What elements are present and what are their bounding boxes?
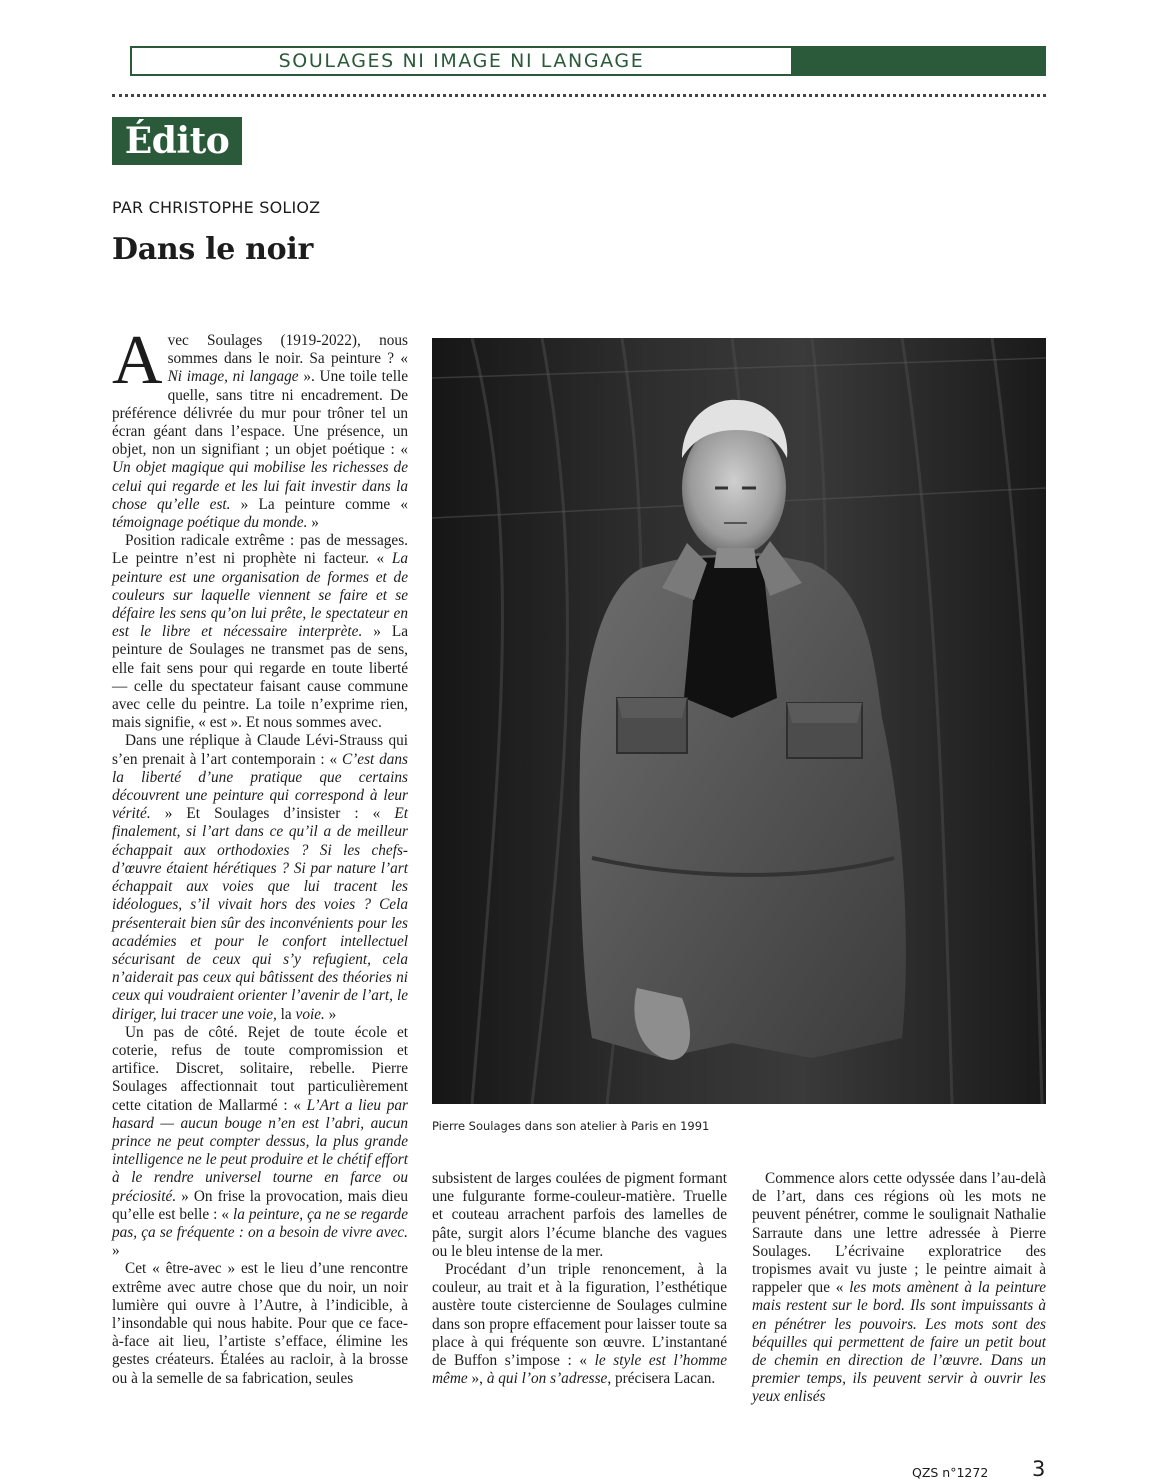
quote-text: voie. xyxy=(295,1005,325,1023)
section-header xyxy=(130,46,793,76)
body-text: Un pas de côté. Rejet de toute école et coterie, refus de toute compromission et artifice. Discret, solitaire, rebelle. Pierre Soulages affectionnait tout particulièrement cette citation de Mallarmé : « xyxy=(112,1023,408,1114)
paragraph-5 xyxy=(112,1260,408,1387)
photo-caption: Pierre Soulages dans son atelier à Paris en 1991 xyxy=(432,1119,710,1133)
body-text: » On frise la provocation, mais dieu qu’elle est belle : « xyxy=(112,1187,408,1223)
body-text: Position radicale extrême : pas de messages. Le peintre n’est ni prophète ni facteur. « xyxy=(112,532,408,568)
dotted-divider xyxy=(112,94,1046,97)
paragraph-8 xyxy=(752,1170,1046,1407)
body-text: » xyxy=(112,1242,120,1260)
body-text: » La peinture de Soulages ne transmet pas de sens, elle fait sens pour qui regarde en toute liberté — celle du spectateur faisant cause commune avec celle du peintre. La toile n’exprime rien, mais signifie, « est ». Et nous sommes avec. xyxy=(112,623,408,732)
issue-number: QZS n°1272 xyxy=(912,1465,989,1480)
header-color-block xyxy=(793,46,1046,76)
drop-cap: A xyxy=(112,322,163,399)
quote-text: témoignage poétique du monde. xyxy=(112,514,308,532)
body-text: , précisera Lacan. xyxy=(607,1370,716,1388)
body-text: » xyxy=(307,514,319,532)
quote-text: Ni image, ni langage xyxy=(167,368,299,386)
body-text: » Et Soulages d’insister : « xyxy=(150,805,395,823)
quote-text: les mots amènent à la peinture mais restent sur le bord. Ils sont impuissants à en pénétrer les pouvoirs. Les mots sont des béquilles qui permettent de faire un petit bout de chemin en direction de l’œuvre. Dans un premier temps, ils peuvent servir à ouvrir les yeux enlisés xyxy=(752,1279,1047,1406)
body-text: », xyxy=(467,1370,487,1388)
quote-text: C’est dans la liberté d’une pratique que certains découvrent une peinture qui correspond à leur vérité. xyxy=(112,750,408,823)
article-title: Dans le noir xyxy=(112,232,313,267)
page-number: 3 xyxy=(1032,1457,1046,1481)
body-text: la xyxy=(276,1005,296,1023)
quote-text: Un objet magique qui mobilise les richesses de celui qui regarde et les lui fait investir dans la chose qu’elle est. xyxy=(112,459,408,513)
byline: PAR CHRISTOPHE SOLIOZ xyxy=(112,198,321,217)
body-text: subsistent de larges coulées de pigment formant une fulgurante forme-couleur-matière. Truelle et couteau arrachent parfois des lamelles de pâte, surgit alors l’écume blanche des vagues ou le bleu intense de la mer. xyxy=(432,1170,727,1260)
body-text: Procédant d’un triple renoncement, à la couleur, au trait et à la figuration, l’esthétique austère toute cistercienne de Soulages culmine dans son propre effacement pour laisser toute sa place à qui fréquente son œuvre. L’instantané de Buffon s’impose : « xyxy=(432,1261,727,1370)
body-text: ». Une toile telle quelle, sans titre ni encadrement. De préférence délivrée du mur pour trôner tel un écran géant dans l’espace. Une présence, un objet, non un signifiant ; un objet poétique : « xyxy=(112,368,408,459)
quote-text: la peinture, ça ne se regarde pas, ça se fréquente : on a besoin de vivre avec. xyxy=(112,1205,408,1241)
portrait-photo xyxy=(432,338,1046,1104)
body-text: » La peinture comme « xyxy=(230,495,409,513)
portrait-illustration xyxy=(432,338,1046,1104)
edito-label: Édito xyxy=(112,117,242,165)
quote-text: La peinture est une organisation de formes et de couleurs sur laquelle viennent se faire et se défaire les sens qu’on lui prête, le spectateur en est le libre et nécessaire interprète. xyxy=(112,550,408,641)
body-text: Dans une réplique à Claude Lévi-Strauss qui s’en prenait à l’art contemporain : « xyxy=(112,732,408,768)
quote-text: Et finalement, si l’art dans ce qu’il a de meilleur échappait aux orthodoxies ? Si les chefs-d’œuvre étaient hérétiques ? Si par nature l’art échappait aux voies que lui tracent les idéologues, s’il vivait hors des voies ? Cela présenterait bien sûr des inconvénients pour les académies et pour le confort intellectuel sécurisant de ceux qui s’y refugient, cela n’aiderait pas ceux qui bâtissent des théories ni ceux qui voudraient orienter l’avenir de l’art, le diriger, lui tracer une voie, xyxy=(112,805,408,1023)
paragraph-4 xyxy=(112,1024,408,1261)
article-column-3 xyxy=(752,1170,1046,1407)
section-title: SOULAGES NI IMAGE NI LANGAGE xyxy=(278,50,645,72)
paragraph-7 xyxy=(432,1261,727,1388)
paragraph-6 xyxy=(432,1170,727,1261)
body-text: Commence alors cette odyssée dans l’au-delà de l’art, dans ces régions où les mots ne peuvent pénétrer, comme le soulignait Nathalie Sarraute dans une lettre adressée à Pierre Soulages. L’écrivaine exploratrice des tropismes avait vu juste ; le peintre aimait à rappeler que « xyxy=(752,1170,1046,1297)
quote-text: le style est l’homme même xyxy=(432,1352,727,1388)
paragraph-1 xyxy=(112,322,409,532)
quote-text: à qui l’on s’adresse xyxy=(486,1370,608,1388)
body-text: » xyxy=(324,1005,337,1023)
article-column-2 xyxy=(432,1170,727,1388)
paragraph-3 xyxy=(112,732,408,1023)
article-column-1 xyxy=(112,322,409,1388)
body-text: Cet « être-avec » est le lieu d’une rencontre extrême avec autre chose que du noir, un noir lumière qui ouvre à l’Autre, à l’indicible, à l’insondable qui nous habite. Pour que ce face-à-face ait lieu, l’artiste s’efface, élimine les gestes créateurs. Étalées au racloir, à la brosse ou à la semelle de sa fabrication, seules xyxy=(112,1260,408,1387)
body-text: vec Soulages (1919-2022), nous sommes dans le noir. Sa peinture ? « xyxy=(167,332,408,368)
quote-text: L’Art a lieu par hasard — aucun bouge n’en est l’abri, aucun prince ne peut compter dessus, la plus grande intelligence ne le peut produire et le chétif effort à le rendre universel tourne en farce ou préciosité. xyxy=(112,1096,408,1205)
paragraph-2 xyxy=(112,532,408,732)
